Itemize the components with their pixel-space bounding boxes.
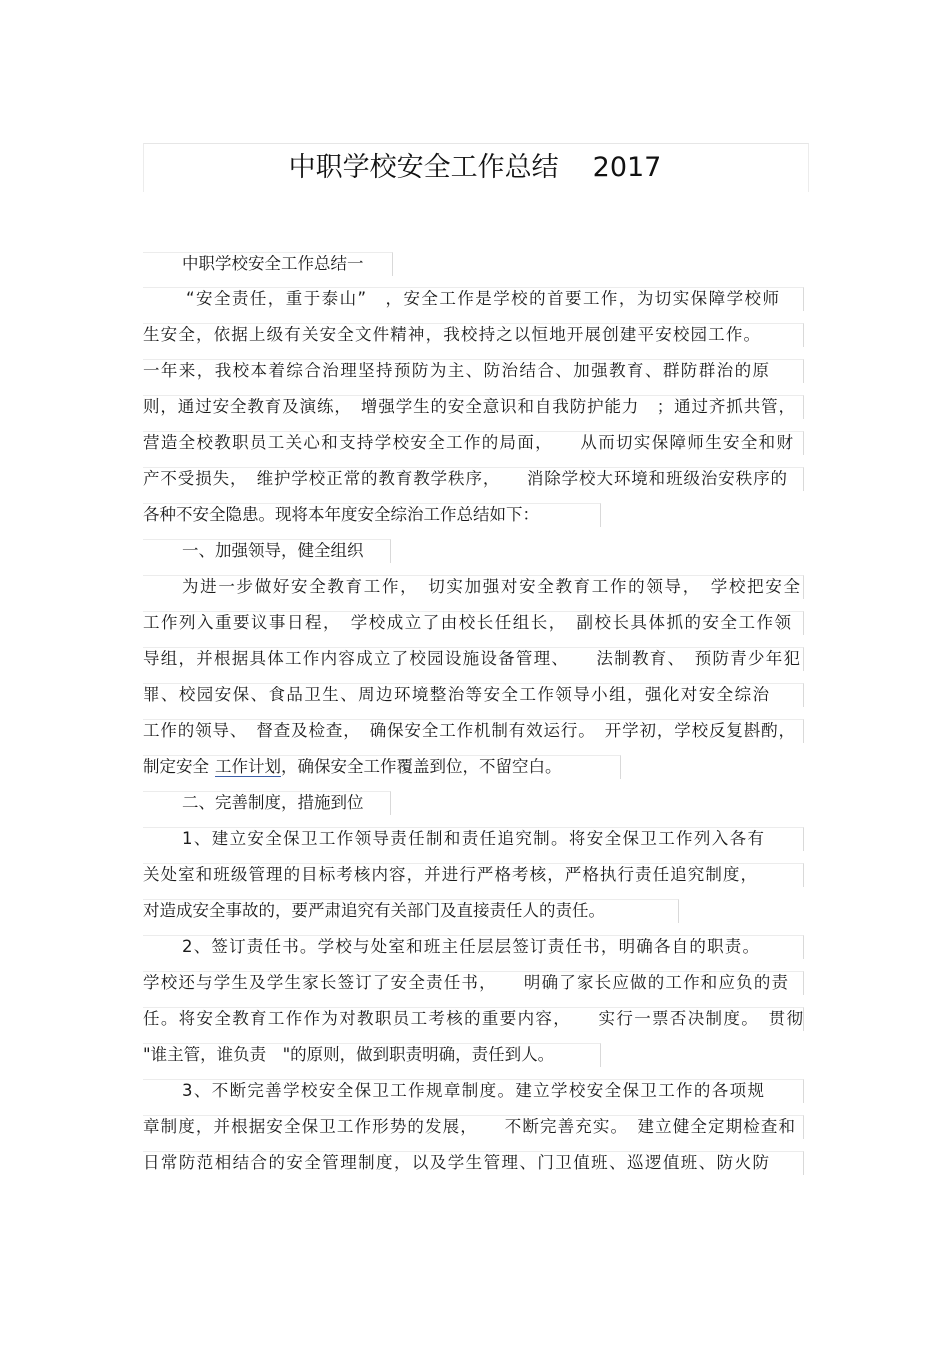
paragraph-line: 各种不安全隐患。现将本年度安全综治工作总结如下： [143, 505, 539, 524]
paragraph-line: 营造全校教职员工关心和支持学校安全工作的局面， 从而切实保障师生安全和财 [143, 433, 793, 452]
work-plan-link[interactable]: 工作计划 [215, 757, 281, 776]
paragraph-line: 生安全，依据上级有关安全文件精神，我校持之以恒地开展创建平安校园工作。 [143, 325, 760, 344]
paragraph-line: 学校还与学生及学生家长签订了安全责任书， 明确了家长应做的工作和应负的责 [143, 973, 788, 992]
section-heading-leadership: 一、加强领导，健全组织 [182, 541, 364, 560]
paragraph-line: 3、不断完善学校安全保卫工作规章制度。建立学校安全保卫工作的各项规 [182, 1081, 764, 1100]
paragraph-line: 导组，并根据具体工作内容成立了校园设施设备管理、 法制教育、 预防青少年犯 [143, 649, 800, 668]
title-year: 2017 [592, 152, 662, 183]
page-title [0, 150, 950, 186]
paragraph-line: 工作的领导、 督查及检查， 确保安全工作机制有效运行。 开学初，学校反复斟酌， [143, 721, 795, 740]
paragraph-line: 对造成安全事故的，要严肃追究有关部门及直接责任人的责任。 [143, 901, 605, 920]
paragraph-line [143, 755, 562, 779]
paragraph-line: "谁主管，谁负责 "的原则，做到职责明确，责任到人。 [143, 1045, 555, 1064]
paragraph-line: 产不受损失， 维护学校正常的教育教学秩序， 消除学校大环境和班级治安秩序的 [143, 469, 787, 488]
paragraph-line: 罪、校园安保、食品卫生、周边环境整治等安全工作领导小组，强化对安全综治 [143, 685, 769, 704]
paragraph-line: 任。将安全教育工作作为对教职员工考核的重要内容， 实行一票否决制度。 贯彻 [143, 1009, 803, 1028]
paragraph-line: “安全责任，重于泰山” ，安全工作是学校的首要工作，为切实保障学校师 [186, 289, 779, 308]
title-text: 中职学校安全工作总结 [288, 152, 559, 183]
line-text-after-link: ，确保安全工作覆盖到位，不留空白。 [281, 757, 562, 776]
paragraph-line: 一年来，我校本着综合治理坚持预防为主、防治结合、加强教育、群防群治的原 [143, 361, 769, 380]
paragraph-line: 日常防范相结合的安全管理制度，以及学生管理、门卫值班、巡逻值班、防火防 [143, 1153, 769, 1172]
paragraph-line: 章制度，并根据安全保卫工作形势的发展， 不断完善充实。 建立健全定期检查和 [143, 1117, 795, 1136]
paragraph-line: 则，通过安全教育及演练， 增强学生的安全意识和自我防护能力 ；通过齐抓共管， [143, 397, 795, 416]
paragraph-line: 关处室和班级管理的目标考核内容，并进行严格考核，严格执行责任追究制度， [143, 865, 757, 884]
paragraph-line: 工作列入重要议事日程， 学校成立了由校长任组长， 副校长具体抓的安全工作领 [143, 613, 791, 632]
line-text-before-link: 制定安全 [143, 757, 209, 776]
paragraph-line: 2、签订责任书。学校与处室和班主任层层签订责任书，明确各自的职责。 [182, 937, 759, 956]
section-heading-summary-one: 中职学校安全工作总结一 [182, 254, 364, 273]
paragraph-line: 1、建立安全保卫工作领导责任制和责任追究制。将安全保卫工作列入各有 [182, 829, 764, 848]
paragraph-line: 为进一步做好安全教育工作， 切实加强对安全教育工作的领导， 学校把安全 [182, 577, 800, 596]
section-heading-systems: 二、完善制度，措施到位 [182, 793, 364, 812]
